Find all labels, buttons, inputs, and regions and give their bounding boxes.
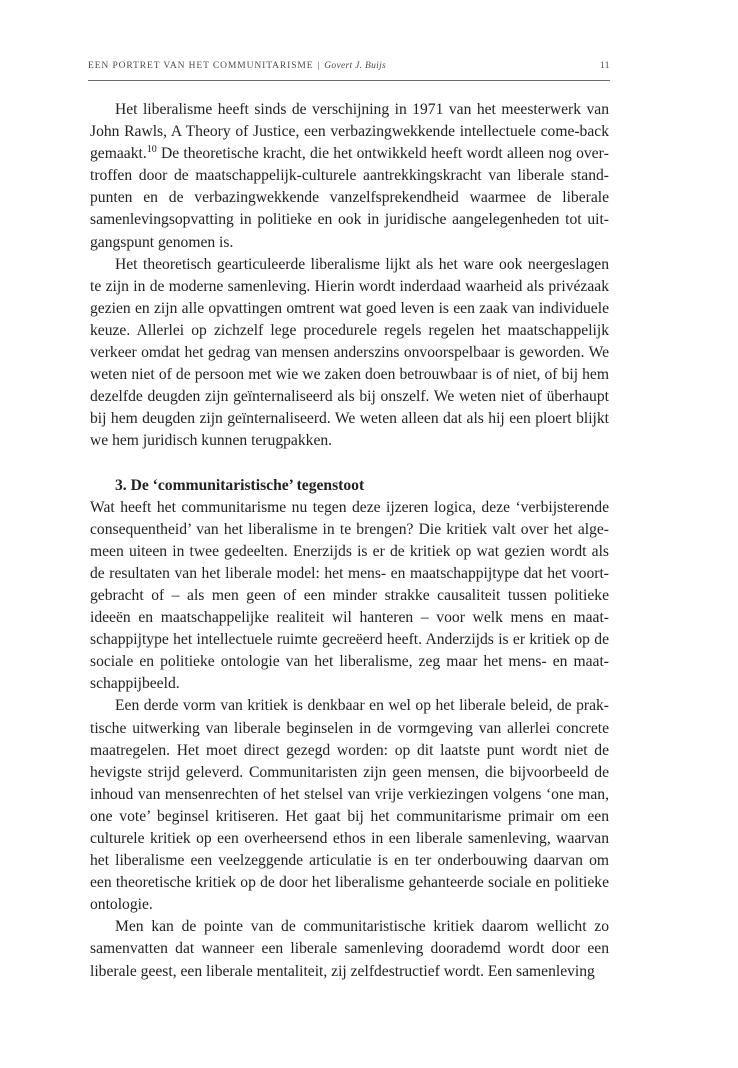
running-head-title: EEN PORTRET VAN HET COMMUNITARISME — [88, 61, 314, 71]
page-number: 11 — [599, 61, 610, 71]
body-text — [90, 99, 609, 983]
paragraph-1 — [90, 99, 609, 254]
paragraph-5: Men kan de pointe van de communitaristische kritiek daarom wellicht zo samenvatten dat wanneer een liberale samenleving doorademd wordt door een liberale geest, een liberale mentaliteit, zij zelfdestructief wordt. Een samenleving — [90, 918, 609, 980]
section-heading: 3. De ‘communitaristische’ tegenstoot — [115, 476, 365, 494]
paragraph-1-text-a: Het liberalisme heeft sinds de verschijning in 1971 van het meesterwerk van John Rawls, A Theory of Justice, een verbazingwekkende intellectuele come-back gemaakt. — [90, 101, 609, 163]
paragraph-4: Een derde vorm van kritiek is denkbaar en wel op het liberale beleid, de praktische uitwerking van liberale beginselen in de vormgeving van allerlei concrete maatregelen. Het moet direct gezegd worden: op dit laatste punt wordt niet de hevigste strijd geleverd. Communitaristen zijn geen mensen, die bijvoorbeeld de inhoud van mensenrechten of het stelsel van vrije verkiezingen volgens ‘one man, one vote’ beginsel kritiseren. Het gaat bij het communitarisme primair om een culturele kritiek op een overheersend ethos in een liberale samenleving, waarvan het liberalisme een veelzeggende articulatie is en ter onderbouwing daarvan om een theoretische kritiek op de door het liberalisme gehanteerde sociale en politieke ontologie. — [90, 697, 609, 914]
paragraph-2: Het theoretisch gearticuleerde liberalisme lijkt als het ware ook neergeslagen te zijn in de moderne samenleving. Hierin wordt inderdaad waarheid als privézaak gezien en zijn alle opvattingen omtrent wat goed leven is een zaak van individuele keuze. Allerlei op zichzelf lege procedurele regels regelen het maatschappelijk verkeer omdat het gedrag van mensen anderszins onvoorspelbaar is geworden. We weten niet of de persoon met wie we zaken doen betrouwbaar is of niet, of bij hem dezelfde deugden zijn geïnternaliseerd als bij onszelf. We weten niet of überhaupt bij hem deugden zijn geïnternaliseerd. We weten alleen dat als hij een ploert blijkt we hem juridisch kunnen terugpakken. — [90, 255, 609, 450]
running-head — [88, 61, 610, 75]
footnote-marker[interactable]: 10 — [146, 144, 157, 155]
running-head-author: Govert J. Buijs — [324, 61, 387, 71]
paragraph-1-text-b: De theoretische kracht, die het ontwikkeld heeft wordt alleen nog overtroffen door de maatschappelijk-culturele aantrekkingskracht van liberale standpunten en de verbazingwekkende vanzelfsprekendheid waarmee de liberale samenlevingsopvatting in politieke en ook in juridische aangelegenheden tot uitgangspunt genomen is. — [90, 145, 609, 251]
running-head-separator: | — [317, 61, 321, 71]
paragraph-3: Wat heeft het communitarisme nu tegen deze ijzeren logica, deze ‘verbijsterende consequentheid’ van het liberalisme in te brengen? Die kritiek valt over het algemeen uiteen in twee gedeelten. Enerzijds is er de kritiek op wat gezien wordt als de resultaten van het liberale model: het mens- en maatschappijtype dat het voortgebracht of – als men geen of een minder strakke causaliteit tussen politieke ideeën en maatschappelijke realiteit wil hanteren – voor welk mens en maatschappijtype het intellectuele ruimte gecreëerd heeft. Anderzijds is er kritiek op de sociale en politieke ontologie van het liberalisme, zeg maar het mens- en maatschappijbeeld. — [90, 498, 609, 693]
header-rule — [88, 80, 610, 81]
